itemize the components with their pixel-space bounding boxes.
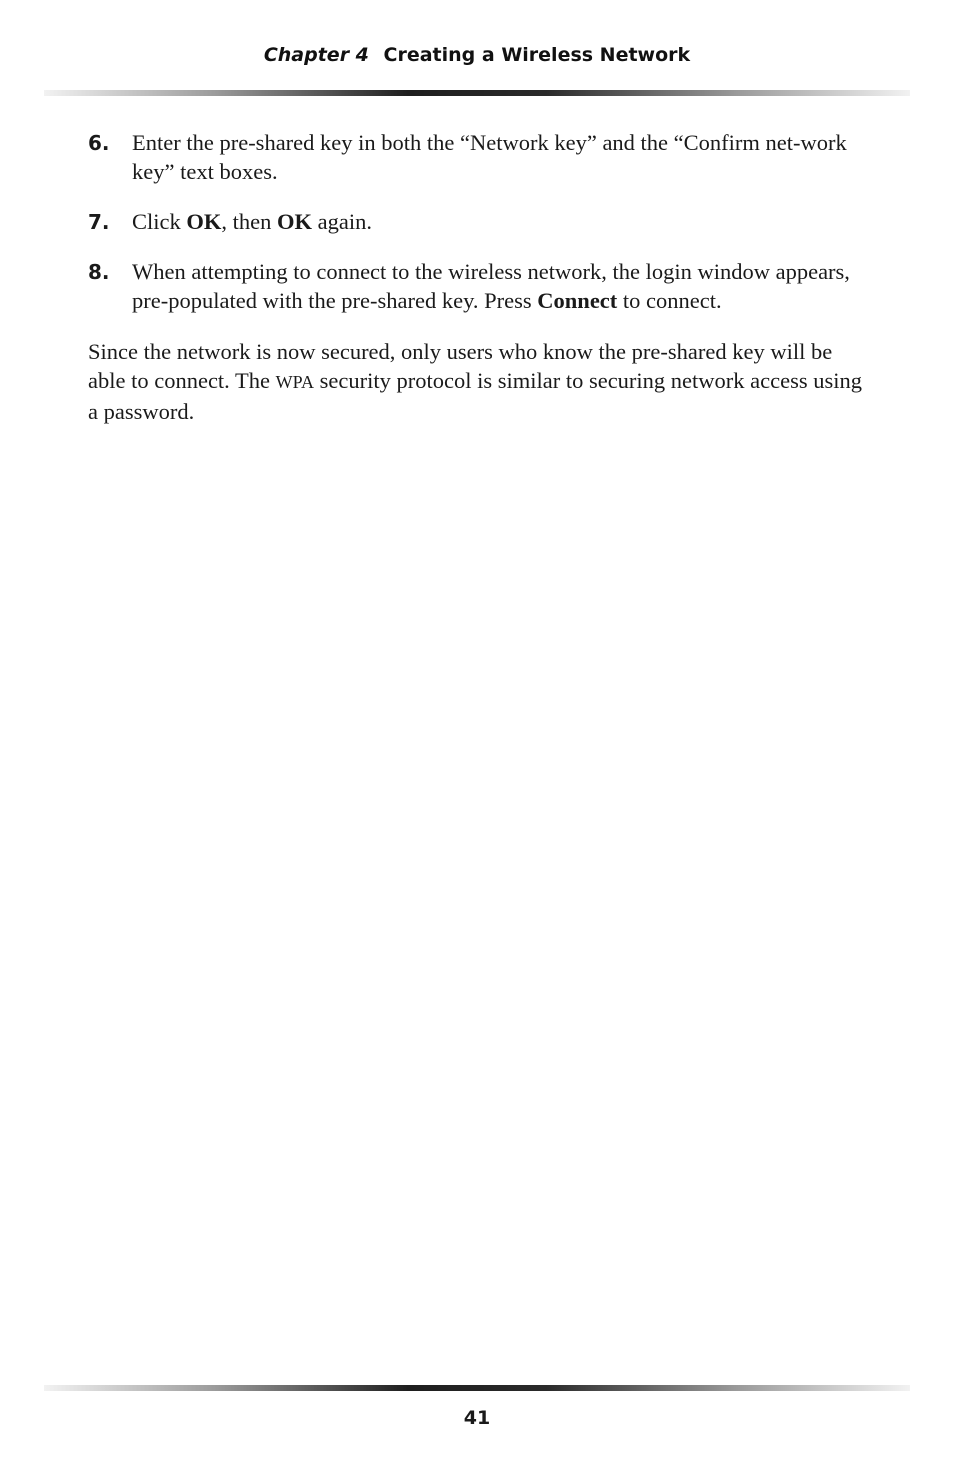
summary-paragraph <box>88 337 863 426</box>
step-number: 8. <box>88 260 110 284</box>
step-text: Enter the pre-shared key in both the “Network key” and the “Confirm net-work key” text boxes. <box>132 130 847 184</box>
step-text-middle: , then <box>221 209 278 234</box>
step-text-prefix: When attempting to connect to the wireless network, the login window appears, pre-populated with the pre-shared key. Press <box>132 259 850 313</box>
step-text-prefix: Click <box>132 209 187 234</box>
step-6 <box>88 128 868 186</box>
step-text <box>132 259 850 313</box>
step-number: 6. <box>88 131 110 155</box>
step-list <box>88 128 868 336</box>
wpa-acronym: WPA <box>275 372 314 392</box>
ok-label: OK <box>186 209 222 234</box>
step-text <box>132 209 372 234</box>
running-header <box>0 44 954 66</box>
header-rule <box>44 90 910 96</box>
paragraph-before: Since the network is now secured, only users who know the pre-shared key will be able to connect. The <box>88 339 833 393</box>
step-7 <box>88 207 868 236</box>
step-text-suffix: to connect. <box>617 288 722 313</box>
step-number: 7. <box>88 210 110 234</box>
chapter-title: Creating a Wireless Network <box>383 44 691 66</box>
step-8 <box>88 257 868 315</box>
chapter-label: Chapter 4 <box>263 44 369 66</box>
paragraph-after: security protocol is similar to securing network access using a password. <box>88 368 862 424</box>
footer-rule <box>44 1385 910 1391</box>
connect-label: Connect <box>537 288 618 313</box>
page-number: 41 <box>463 1407 491 1429</box>
step-text-suffix: again. <box>312 209 373 234</box>
ok-label: OK <box>277 209 313 234</box>
